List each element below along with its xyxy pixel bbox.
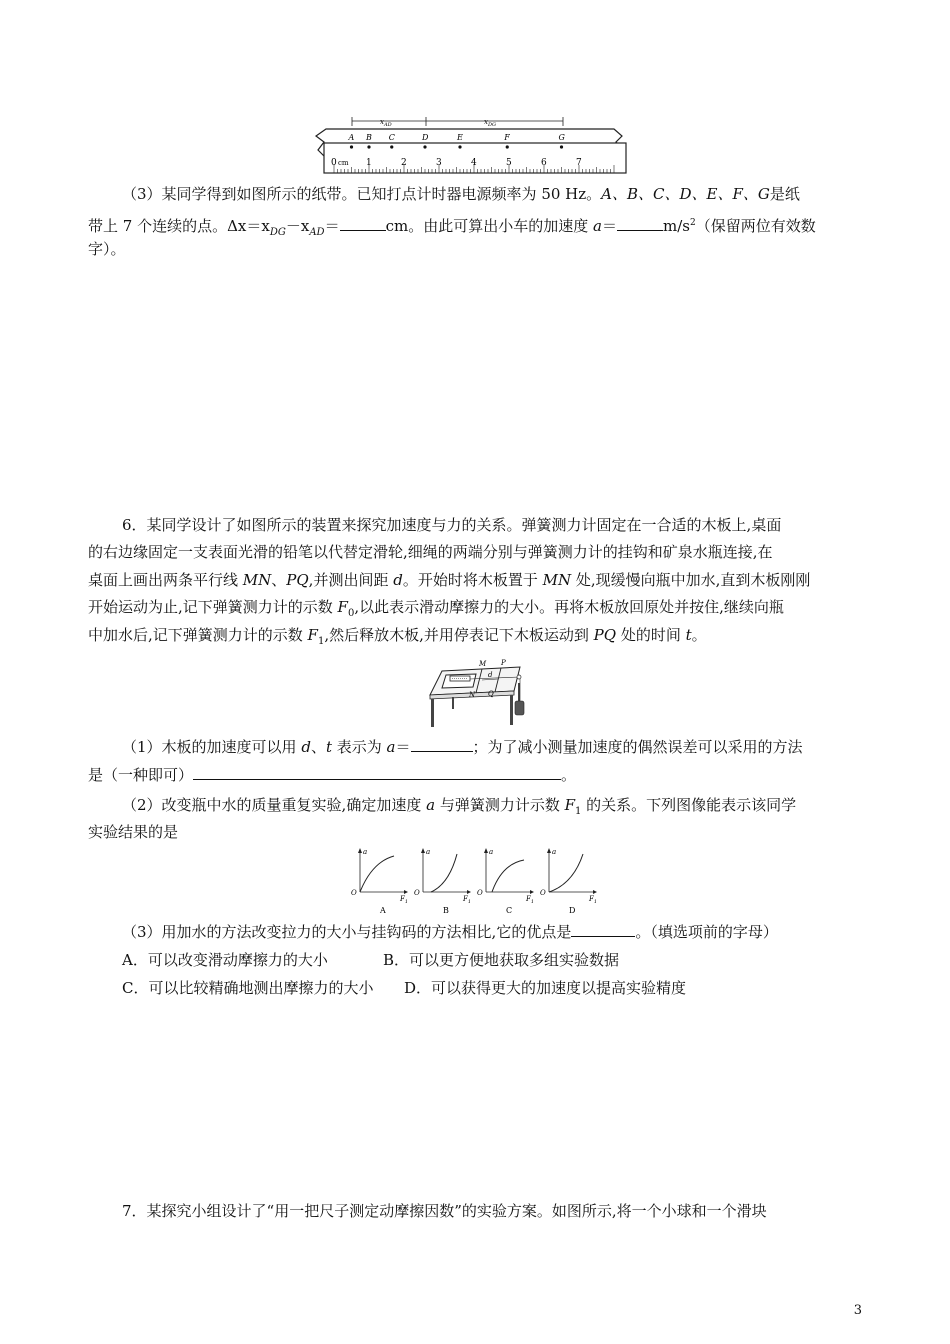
q5-3-line3: 字）。: [88, 240, 126, 258]
tape-point-label: F: [504, 133, 510, 142]
graph-y-label: a: [489, 848, 494, 856]
tape-dot-C: [390, 145, 393, 148]
graph-origin-label: O: [414, 889, 420, 897]
graph-curve: [431, 854, 457, 892]
graph-C[interactable]: [477, 848, 534, 915]
graph-origin-label: O: [540, 889, 546, 897]
graph-x-label: $F_1$: [526, 895, 535, 905]
apparatus-figure: [424, 653, 528, 729]
graph-option-label: B: [443, 906, 449, 915]
answer-blank-a-expression[interactable]: [411, 737, 473, 752]
tape-dot-B: [367, 145, 370, 148]
q7-line1: 7．某探究小组设计了“用一把尺子测定动摩擦因数”的实验方案。如图所示,将一个小球和一个滑块: [122, 1202, 767, 1220]
label-q: Q: [488, 690, 494, 698]
ruler-tick-label: 1: [366, 158, 372, 168]
q6-line1: 6．某同学设计了如图所示的装置来探究加速度与力的关系。弹簧测力计固定在一合适的木板上,桌面: [122, 516, 782, 534]
graph-y-label: a: [363, 848, 368, 856]
q6-1-line2: 是（一种即可） 。: [88, 766, 577, 784]
q6-3-line1: （3）用加水的方法改变拉力的大小与挂钩码的方法相比,它的优点是 。（填选项前的字母）: [122, 923, 778, 941]
tape-point-label: D: [422, 133, 429, 142]
graph-B[interactable]: [414, 848, 471, 915]
graph-option-label: A: [380, 906, 386, 915]
ruler-tick-label: 4: [471, 158, 477, 168]
answer-blank-dx[interactable]: [340, 216, 386, 231]
option-d[interactable]: D．可以获得更大的加速度以提高实验精度: [404, 979, 687, 997]
q6-line2: 的右边缘固定一支表面光滑的铅笔以代替定滑轮,细绳的两端分别与弹簧测力计的挂钩和矿泉水瓶连接,在: [88, 543, 773, 561]
label-m: M: [479, 660, 487, 668]
tape-dot-E: [458, 145, 461, 148]
tape-dot-G: [560, 145, 563, 148]
ruler-tick-label: 6: [541, 158, 547, 168]
graph-x-label: $F_1$: [463, 895, 472, 905]
graph-origin-label: O: [351, 889, 357, 897]
answer-blank-accel[interactable]: [617, 216, 663, 231]
span-dg-label: $x_{DG}$: [484, 118, 496, 128]
graph-option-label: C: [506, 906, 513, 915]
q5-3-line1: （3）某同学得到如图所示的纸带。已知打点计时器电源频率为 50 Hz。A、B、C、D、E、F、G是纸: [122, 185, 800, 203]
graph-origin-label: O: [477, 889, 483, 897]
option-a[interactable]: A．可以改变滑动摩擦力的大小: [122, 951, 328, 969]
label-n: N: [469, 691, 476, 699]
tape-point-label: C: [388, 133, 395, 142]
q6-1-line1: （1）木板的加速度可以用 d、t 表示为 a＝ ；为了减小测量加速度的偶然误差可以采用的方法: [122, 738, 803, 756]
graph-curve: [549, 854, 583, 892]
q6-2-line1: （2）改变瓶中水的质量重复实验,确定加速度 a 与弹簧测力计示数 $F_1$ 的关系。下列图像能表示该同学: [122, 796, 797, 817]
answer-blank-advantage[interactable]: [571, 922, 635, 937]
q6-line4: 开始运动为止,记下弹簧测力计的示数 $F_0$,以此表示滑动摩擦力的大小。再将木板放回原处并按住,继续向瓶: [88, 598, 784, 619]
q6-line3: 桌面上画出两条平行线 MN、PQ,并测出间距 d。开始时将木板置于 MN 处,现缓慢向瓶中加水,直到木板刚刚: [88, 571, 811, 589]
label-p: P: [501, 659, 506, 667]
ruler-tick-label: 2: [401, 158, 407, 168]
graph-D[interactable]: [540, 848, 597, 915]
graph-y-label: a: [552, 848, 557, 856]
q6-2-line2: 实验结果的是: [88, 823, 179, 841]
option-c[interactable]: C．可以比较精确地测出摩擦力的大小: [122, 979, 374, 997]
graph-x-label: $F_1$: [400, 895, 409, 905]
tape-point-label: B: [366, 133, 372, 142]
label-d: d: [488, 671, 493, 679]
ruler-unit: cm: [338, 159, 349, 167]
tape-point-label: A: [348, 133, 355, 142]
page-number: 3: [853, 1303, 862, 1318]
graph-x-label: $F_1$: [589, 895, 598, 905]
q6-line5: 中加水后,记下弹簧测力计的示数 $F_1$,然后释放木板,并用停表记下木板运动到 PQ 处的时间 t。: [88, 626, 707, 647]
paper-tape-figure: [312, 114, 638, 178]
q5-3-line2: 带上 7 个连续的点。$\Delta x=x_{DG}-x_{AD}=$ cm。由此可算出小车的加速度 $a= m/s^2$（保留两位有效数: [88, 217, 816, 238]
graph-options: [348, 846, 608, 918]
ruler-tick-label: 3: [436, 158, 442, 168]
graph-curve: [360, 856, 394, 892]
ruler-tick-label: 7: [576, 158, 582, 168]
tape-point-label: G: [558, 133, 565, 142]
graph-curve: [492, 860, 524, 892]
span-ad-label: $x_{AD}$: [380, 118, 392, 128]
answer-blank-method[interactable]: [193, 765, 561, 780]
tape-point-label: E: [457, 133, 463, 142]
graph-option-label: D: [569, 906, 576, 915]
tape-dot-D: [423, 145, 426, 148]
tape-dot-F: [506, 145, 509, 148]
option-b[interactable]: B．可以更方便地获取多组实验数据: [383, 951, 620, 969]
tape-dot-A: [350, 145, 353, 148]
graph-y-label: a: [426, 848, 431, 856]
ruler-tick-label: 0: [331, 158, 337, 168]
graph-A[interactable]: [351, 848, 408, 915]
ruler-tick-label: 5: [506, 158, 512, 168]
